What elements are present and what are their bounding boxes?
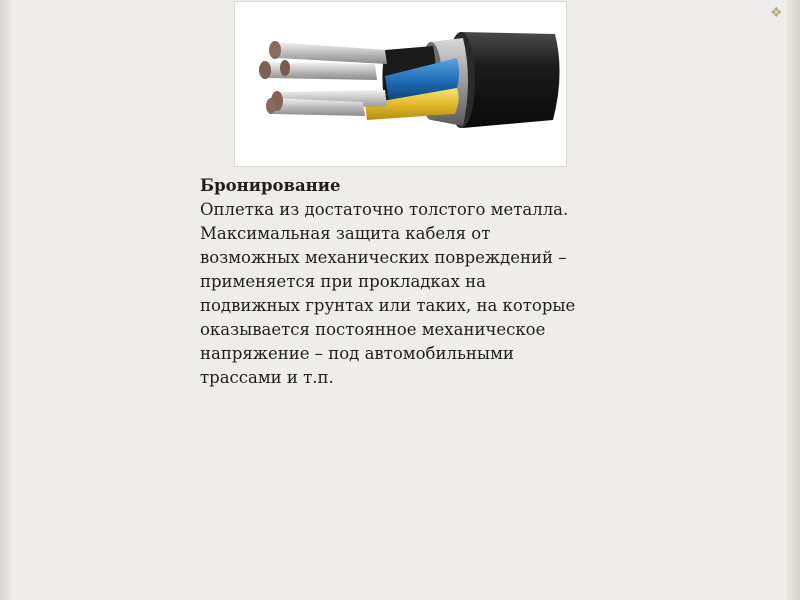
- body-line: оказывается постоянное механическое: [200, 320, 546, 339]
- text-block: [200, 174, 620, 390]
- body-line: возможных механических повреждений –: [200, 248, 567, 267]
- body-line: Максимальная защита кабеля от: [200, 224, 491, 243]
- corner-ornament-icon: ❖: [770, 5, 783, 21]
- cable-photo: [234, 1, 567, 167]
- body-line: подвижных грунтах или таких, на которые: [200, 296, 576, 315]
- slide-left-edge: [0, 0, 12, 600]
- body-line: напряжение – под автомобильными: [200, 344, 514, 363]
- slide-heading: Бронирование: [200, 176, 341, 195]
- body-line: трассами и т.п.: [200, 368, 334, 387]
- armored-cable-icon: [235, 2, 566, 166]
- body-line: применяется при прокладках на: [200, 272, 486, 291]
- body-line: Оплетка из достаточно толстого металла.: [200, 200, 569, 219]
- slide-right-edge: [786, 0, 800, 600]
